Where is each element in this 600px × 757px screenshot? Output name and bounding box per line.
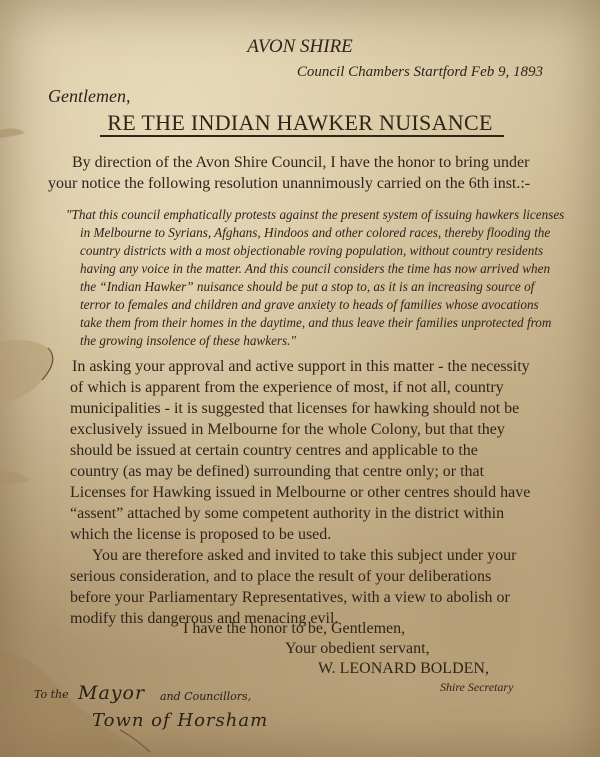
body-line: country (as may be defined) surrounding that centre only; or that [70,463,485,480]
body-line: serious consideration, and to place the result of your deliberations [70,568,492,585]
handwritten-councillors: and Councillors, [160,690,252,703]
resolution-line: having any voice in the matter. And this council considers the time has now arrived when [80,261,551,276]
signatory-role: Shire Secretary [440,680,514,694]
body-line: municipalities - it is suggested that licenses for hawking should not be [70,400,520,417]
resolution-line: terror to females and children and grave anxiety to heads of families whose avocations [80,297,539,312]
handwritten-mayor: Mayor [78,682,146,704]
body-line: of which is apparent from the experience of most, if not all, country [70,379,504,396]
salutation: Gentlemen, [48,86,131,106]
closing-line: Your obedient servant, [285,640,430,657]
body-line: Licenses for Hawking issued in Melbourne or other centres should have [70,484,531,501]
resolution-line: take them from their homes in the daytime, and thus leave their families unprotected from [80,315,552,330]
resolution-line: in Melbourne to Syrians, Afghans, Hindoos and other colored races, thereby flooding the [80,225,551,240]
resolution-line: the growing insolence of these hawkers." [80,333,297,348]
chambers-date: Council Chambers Startford Feb 9, 1893 [296,64,543,80]
body-line: “assent” attached by some competent authority in the district within [70,505,505,522]
body-line: In asking your approval and active support in this matter - the necessity [72,358,530,375]
intro-line: By direction of the Avon Shire Council, I have the honor to bring under [72,154,530,171]
body-line: modify this dangerous and menacing evil. [70,610,339,627]
resolution-line: "That this council emphatically protests against the present system of issuing hawkers licenses [66,207,565,222]
shire-title: AVON SHIRE [247,36,353,57]
intro-line: your notice the following resolution unannimously carried on the 6th inst.:- [48,175,531,192]
handwritten-to-the: To the [34,688,69,701]
resolution-line: country districts with a most objectionable roving population, without country residents [80,243,544,258]
signatory-name: W. LEONARD BOLDEN, [318,660,489,677]
heading-underline [100,135,504,137]
resolution-line: the “Indian Hawker” nuisance should be put a stop to, as it is an increasing source of [80,279,535,294]
body-line: which the license is proposed to be used. [70,526,332,543]
body-line: You are therefore asked and invited to take this subject under your [92,547,517,564]
body-line: exclusively issued in Melbourne for the whole Colony, but that they [70,421,505,438]
letter-heading: RE THE INDIAN HAWKER NUISANCE [107,110,493,135]
body-line: before your Parliamentary Representatives, with a view to abolish or [70,589,510,606]
body-line: should be issued at certain country centres and applicable to the [70,442,478,459]
handwritten-town: Town of Horsham [92,710,269,731]
closing-line: I have the honor to be, Gentlemen, [183,620,406,637]
